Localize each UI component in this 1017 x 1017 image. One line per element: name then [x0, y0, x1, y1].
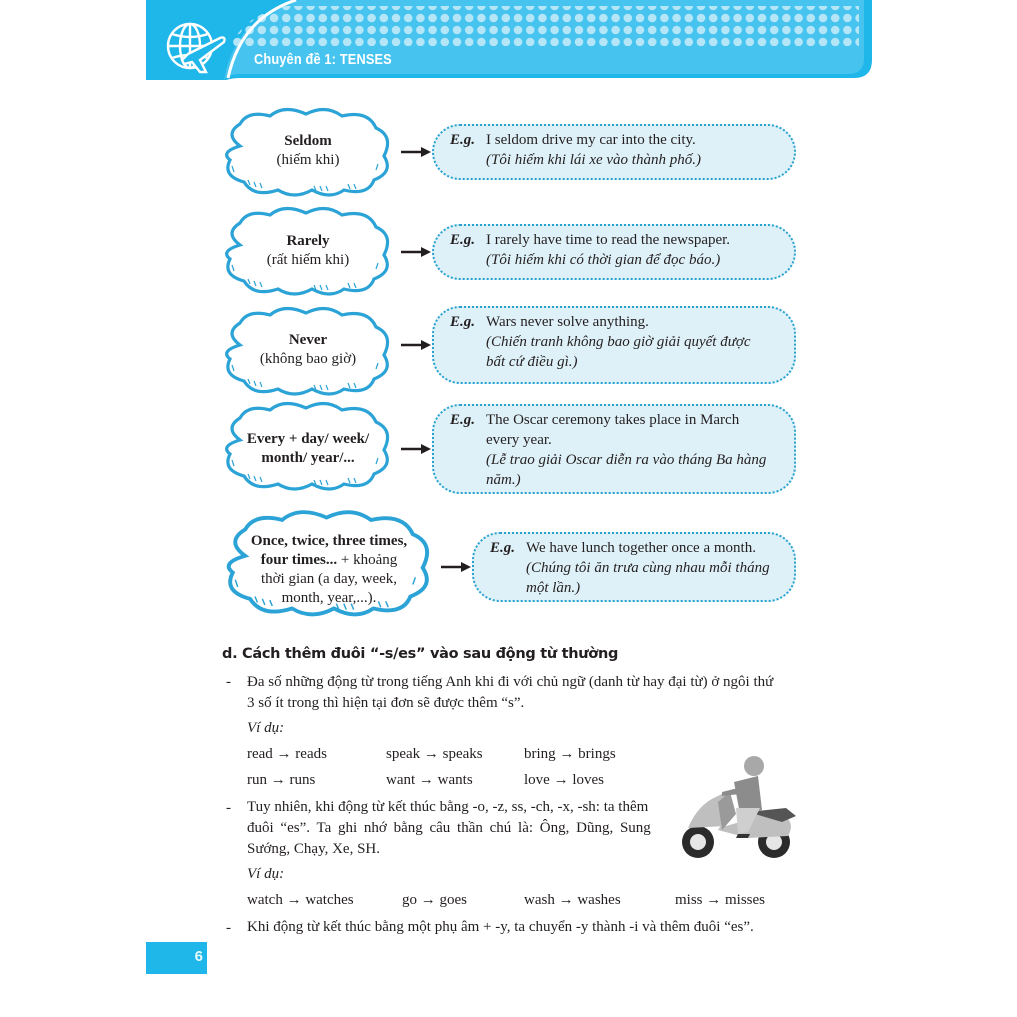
rule2-line: đuôi “es”. Ta ghi nhớ bằng câu thần chú là: Ông, Dũng, Sung: [247, 820, 651, 836]
example-vietnamese: bất cứ điều gì.): [486, 354, 578, 370]
term-bold-line: Once, twice, three times,: [250, 533, 408, 549]
verb-pair: miss → misses: [675, 892, 766, 908]
cloud-term: [228, 132, 388, 170]
verb-pair: bring → brings: [524, 746, 616, 762]
example-vietnamese: (Chiến tranh không bao giờ giải quyết được: [486, 334, 751, 350]
arrow-right-icon: [441, 562, 471, 572]
cloud-term: [228, 331, 388, 369]
term-bold-line: Every + day/ week/: [246, 431, 370, 447]
term-line: (không bao giờ): [259, 351, 357, 367]
verb-pair: watch → watches: [247, 892, 354, 908]
arrow-right-icon: [401, 444, 431, 454]
example-label: E.g.: [450, 232, 476, 248]
term-line: month, year,...).: [281, 590, 377, 606]
verb-pair: go → goes: [402, 892, 467, 908]
term-line: (rất hiếm khi): [266, 252, 350, 268]
rule2-line: Tuy nhiên, khi động từ kết thúc bằng -o, -z, ss, -ch, -x, -sh: ta thêm: [247, 799, 649, 815]
example-label: E.g.: [450, 314, 476, 330]
term-bold-line: Seldom: [284, 133, 332, 149]
rule1-line: Đa số những động từ trong tiếng Anh khi đi với chủ ngữ (danh từ hay đại từ) ở ngôi thứ: [247, 674, 774, 690]
verb-pair: wash → washes: [524, 892, 621, 908]
term-bold-line: month/ year/...: [261, 450, 355, 466]
example-vietnamese: năm.): [486, 472, 521, 488]
example-vietnamese: (Tôi hiếm khi có thời gian để đọc báo.): [486, 252, 721, 268]
example-english: I rarely have time to read the newspaper.: [486, 232, 731, 248]
globe-airplane-icon: [160, 16, 230, 76]
term-line: (hiếm khi): [276, 152, 340, 168]
verb-pair: run → runs: [247, 772, 316, 788]
example-label: E.g.: [450, 412, 476, 428]
example-vietnamese: một lần.): [526, 580, 581, 596]
rule1-line: 3 số ít trong thì hiện tại đơn sẽ được thêm “s”.: [247, 695, 525, 711]
arrow-right-icon: [401, 340, 431, 350]
example-english: We have lunch together once a month.: [526, 540, 756, 556]
verb-pair: love → loves: [524, 772, 604, 788]
bullet-marker: -: [226, 920, 231, 936]
term-bold-line: Rarely: [286, 233, 330, 249]
example-vietnamese: (Lễ trao giải Oscar diễn ra vào tháng Ba hàng: [486, 452, 767, 468]
term-suffix: + khoảng: [337, 552, 398, 568]
example-label: Ví dụ:: [247, 866, 285, 882]
example-vietnamese: (Tôi hiếm khi lái xe vào thành phố.): [486, 152, 701, 168]
rule2-line: Sướng, Chạy, Xe, SH.: [247, 841, 381, 857]
example-english: Wars never solve anything.: [486, 314, 649, 330]
scooter-rider-illustration: [678, 752, 800, 864]
term-mixed-line: [228, 551, 430, 570]
term-line: thời gian (a day, week,: [260, 571, 398, 587]
example-label: E.g.: [450, 132, 476, 148]
chapter-title: Chuyên đề 1: TENSES: [254, 51, 392, 68]
cloud-term: [228, 232, 388, 270]
rule3-line: Khi động từ kết thúc bằng một phụ âm + -y, ta chuyển -y thành -i và thêm đuôi “es”.: [247, 919, 754, 935]
verb-pair: speak → speaks: [386, 746, 483, 762]
example-english: The Oscar ceremony takes place in March: [486, 412, 740, 428]
verb-pair: read → reads: [247, 746, 327, 762]
example-label: E.g.: [490, 540, 516, 556]
arrow-right-icon: [401, 247, 431, 257]
bullet-marker: -: [226, 800, 231, 816]
term-bold-line: Never: [288, 332, 328, 348]
cloud-term: [228, 430, 388, 468]
example-english: every year.: [486, 432, 552, 448]
page-number-badge: [146, 942, 207, 974]
header-banner: [146, 0, 872, 80]
example-english: I seldom drive my car into the city.: [486, 132, 696, 148]
verb-pair: want → wants: [386, 772, 473, 788]
term-bold-part: four times...: [260, 552, 338, 568]
cloud-term: [228, 532, 430, 608]
section-heading: d. Cách thêm đuôi “-s/es” vào sau động từ thường: [222, 646, 619, 662]
example-label: Ví dụ:: [247, 720, 285, 736]
arrow-right-icon: [401, 147, 431, 157]
bullet-marker: -: [226, 674, 231, 690]
page-number: 6: [194, 948, 203, 965]
example-vietnamese: (Chúng tôi ăn trưa cùng nhau mỗi tháng: [526, 560, 770, 576]
